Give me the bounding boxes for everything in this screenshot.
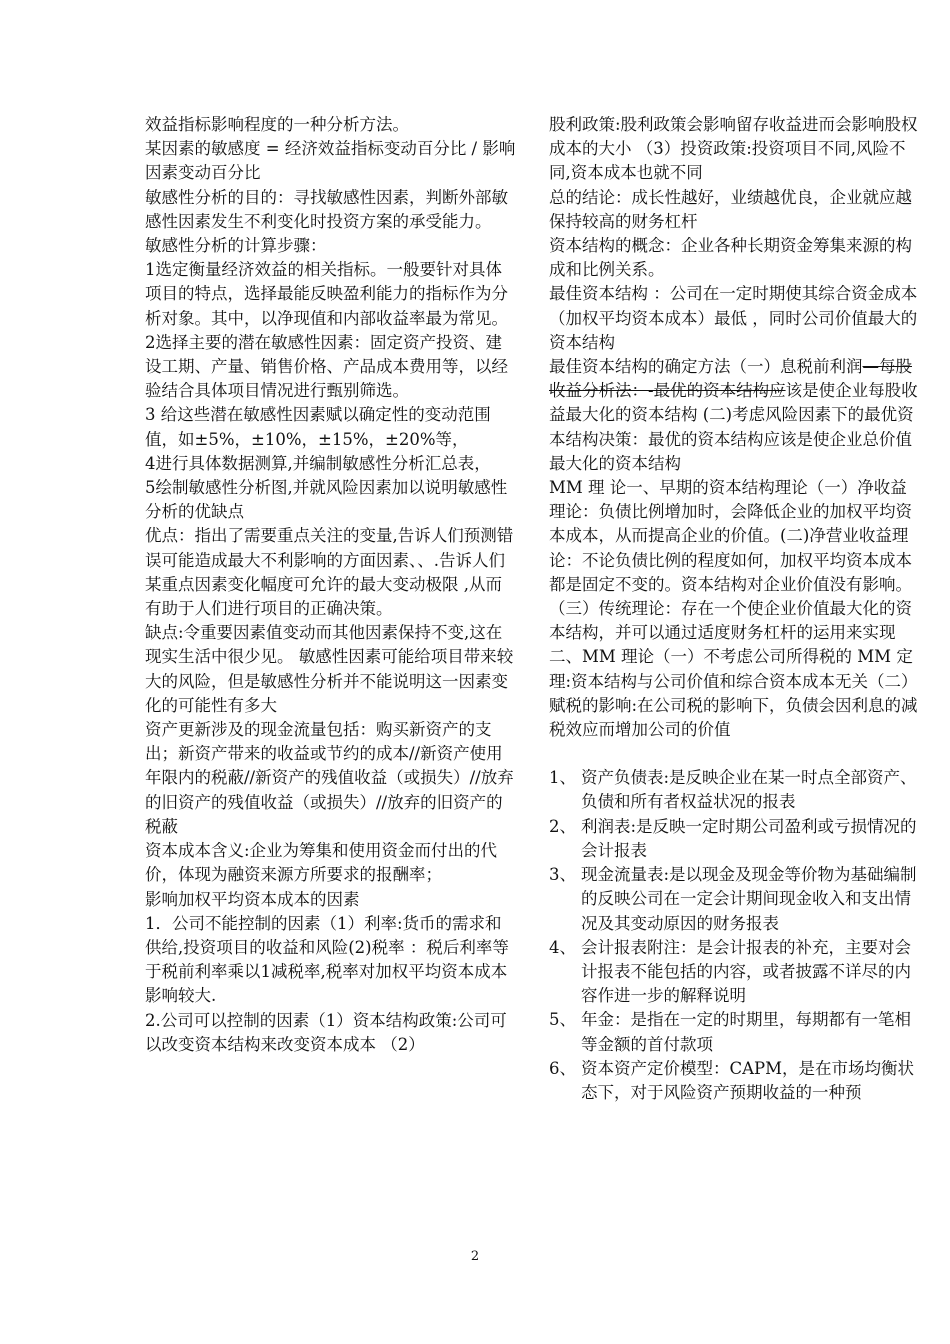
list-item: [549, 1008, 920, 1056]
list-item: [549, 766, 920, 814]
list-item: [549, 863, 920, 936]
paragraph: 敏感性分析的计算步骤：: [145, 236, 327, 256]
paragraph: 影响加权平均资本成本的因素: [145, 889, 360, 909]
list-number: 2、: [549, 816, 576, 836]
paragraph: 1选定衡量经济效益的相关指标。一般要针对具体项目的特点，选择最能反映盈利能力的指标作为分析对象。其中，以净现值和内部收益率最为常见。2选择主要的潜在敏感性因素：固定资产投资、建设工期、产量、销售价格、产品成本费用等，以经验结合具体项目情况进行甄别筛选。: [145, 260, 508, 401]
paragraph: 资本成本含义:企业为筹集和使用资金而付出的代价，体现为融资来源方所要求的报酬率；: [145, 841, 498, 885]
paragraph: 2.公司可以控制的因素（1）资本结构政策:公司可以改变资本结构来改变资本成本 （2）: [145, 1010, 507, 1054]
list-text: 利润表:是反映一定时期公司盈利或亏损情况的会计报表: [581, 816, 917, 860]
paragraph: 3 给这些潜在敏感性因素赋以确定性的变动范围值，如±5%，±10%，±15%，±20%等，: [145, 405, 491, 449]
text-run: 该是使企业每股收益最大化的资本结构 (二)考虑风险因素下的最优资本结构决策：最优的资本结构应该是使企业总价值最大化的资本结构: [549, 381, 918, 473]
strikethrough-text: —每股收益分析法：-最优的资本结构应: [549, 357, 912, 401]
paragraph: 效益指标影响程度的一种分析方法。: [145, 115, 409, 134]
paragraph: 总的结论：成长性越好，业绩越优良，企业就应越保持较高的财务杠杆: [549, 187, 912, 231]
paragraph: 股利政策:股利政策会影响留存收益进而会影响股权成本的大小 （3）投资政策:投资项目不同,风险不同,资本成本也就不同: [549, 115, 918, 183]
list-number: 3、: [549, 865, 576, 885]
list-item: [549, 936, 920, 1009]
paragraph: 二、MM 理论（一）不考虑公司所得税的 MM 定理:资本结构与公司价值和综合资本成本无关（二）赋税的影响:在公司税的影响下，负债会因利息的减税效应而增加公司的价值: [549, 647, 918, 740]
list-item: [549, 815, 920, 863]
paragraph: 缺点:令重要因素值变动而其他因素保持不变,这在现实生活中很少见。 敏感性因素可能给项目带来较大的风险，但是敏感性分析并不能说明这一因素变化的可能性有多大: [145, 623, 514, 715]
list-text: 会计报表附注：是会计报表的补充，主要对会计报表不能包括的内容，或者披露不详尽的内容作进一步的解释说明: [581, 937, 911, 1006]
text-run: 最佳资本结构的确定方法（一）息税前利润: [549, 357, 863, 377]
paragraph: 资产更新涉及的现金流量包括：购买新资产的支出；新资产带来的收益或节约的成本//新资产使用年限内的税蔽//新资产的残值收益（或损失）//放弃的旧资产的残值收益（或损失）//放弃的旧资产的税蔽: [145, 720, 514, 836]
paragraph: 优点：指出了需要重点关注的变量,告诉人们预测错误可能造成最大不利影响的方面因素、、.告诉人们某重点因素变化幅度可允许的最大变动极限 ,从而有助于人们进行项目的正确决策。: [145, 526, 514, 619]
list-text: 现金流量表:是以现金及现金等价物为基础编制的反映公司在一定会计期间现金收入和支出情况及其变动原因的财务报表: [581, 865, 917, 933]
paragraph: 某因素的敏感度 = 经济效益指标变动百分比 / 影响因素变动百分比: [145, 139, 516, 183]
page-number: 2: [470, 1249, 480, 1264]
list-item: [549, 1057, 920, 1105]
paragraph: 5绘制敏感性分析图,并就风险因素加以说明敏感性分析的优缺点: [145, 478, 508, 522]
list-number: 5、: [549, 1010, 576, 1030]
spacer: [549, 742, 920, 766]
left-column: [145, 113, 517, 1057]
paragraph: 敏感性分析的目的：寻找敏感性因素，判断外部敏感性因素发生不利变化时投资方案的承受能力。: [145, 187, 508, 231]
paragraph: MM 理 论一、早期的资本结构理论（一）净收益理论：负债比例增加时，会降低企业的加权平均资本成本，从而提高企业的价值。(二)净营业收益理论：不论负债比例的程度如何，加权平均资本成本都是固定不变的。资本结构对企业价值没有影响。（三）传统理论：存在一个使企业价值最大化的资本结构，并可以通过适度财务杠杆的运用来实现: [549, 478, 912, 643]
paragraph: 最佳资本结构 ：公司在一定时期使其综合资金成本（加权平均资本成本）最低 ，同时公司价值最大的资本结构: [549, 284, 918, 352]
right-column: [549, 113, 920, 1105]
list-number: 6、: [549, 1058, 576, 1078]
paragraph: 资本结构的概念：企业各种长期资金筹集来源的构成和比例关系。: [549, 236, 912, 280]
paragraph: [549, 355, 920, 476]
list-text: 资产负债表:是反映企业在某一时点全部资产、负债和所有者权益状况的报表: [581, 768, 917, 812]
list-text: 年金：是指在一定的时期里，每期都有一笔相等金额的首付款项: [581, 1010, 911, 1054]
list-number: 1、: [549, 768, 576, 788]
paragraph: 1．公司不能控制的因素（1）利率:货币的需求和供给,投资项目的收益和风险(2)税率 ：税后利率等于税前利率乘以1减税率,税率对加权平均资本成本影响较大.: [145, 913, 509, 1006]
list-text: 资本资产定价模型：CAPM，是在市场均衡状态下，对于风险资产预期收益的一种预: [581, 1058, 915, 1102]
list-number: 4、: [549, 937, 576, 957]
paragraph: 4进行具体数据测算,并编制敏感性分析汇总表，: [145, 453, 491, 473]
